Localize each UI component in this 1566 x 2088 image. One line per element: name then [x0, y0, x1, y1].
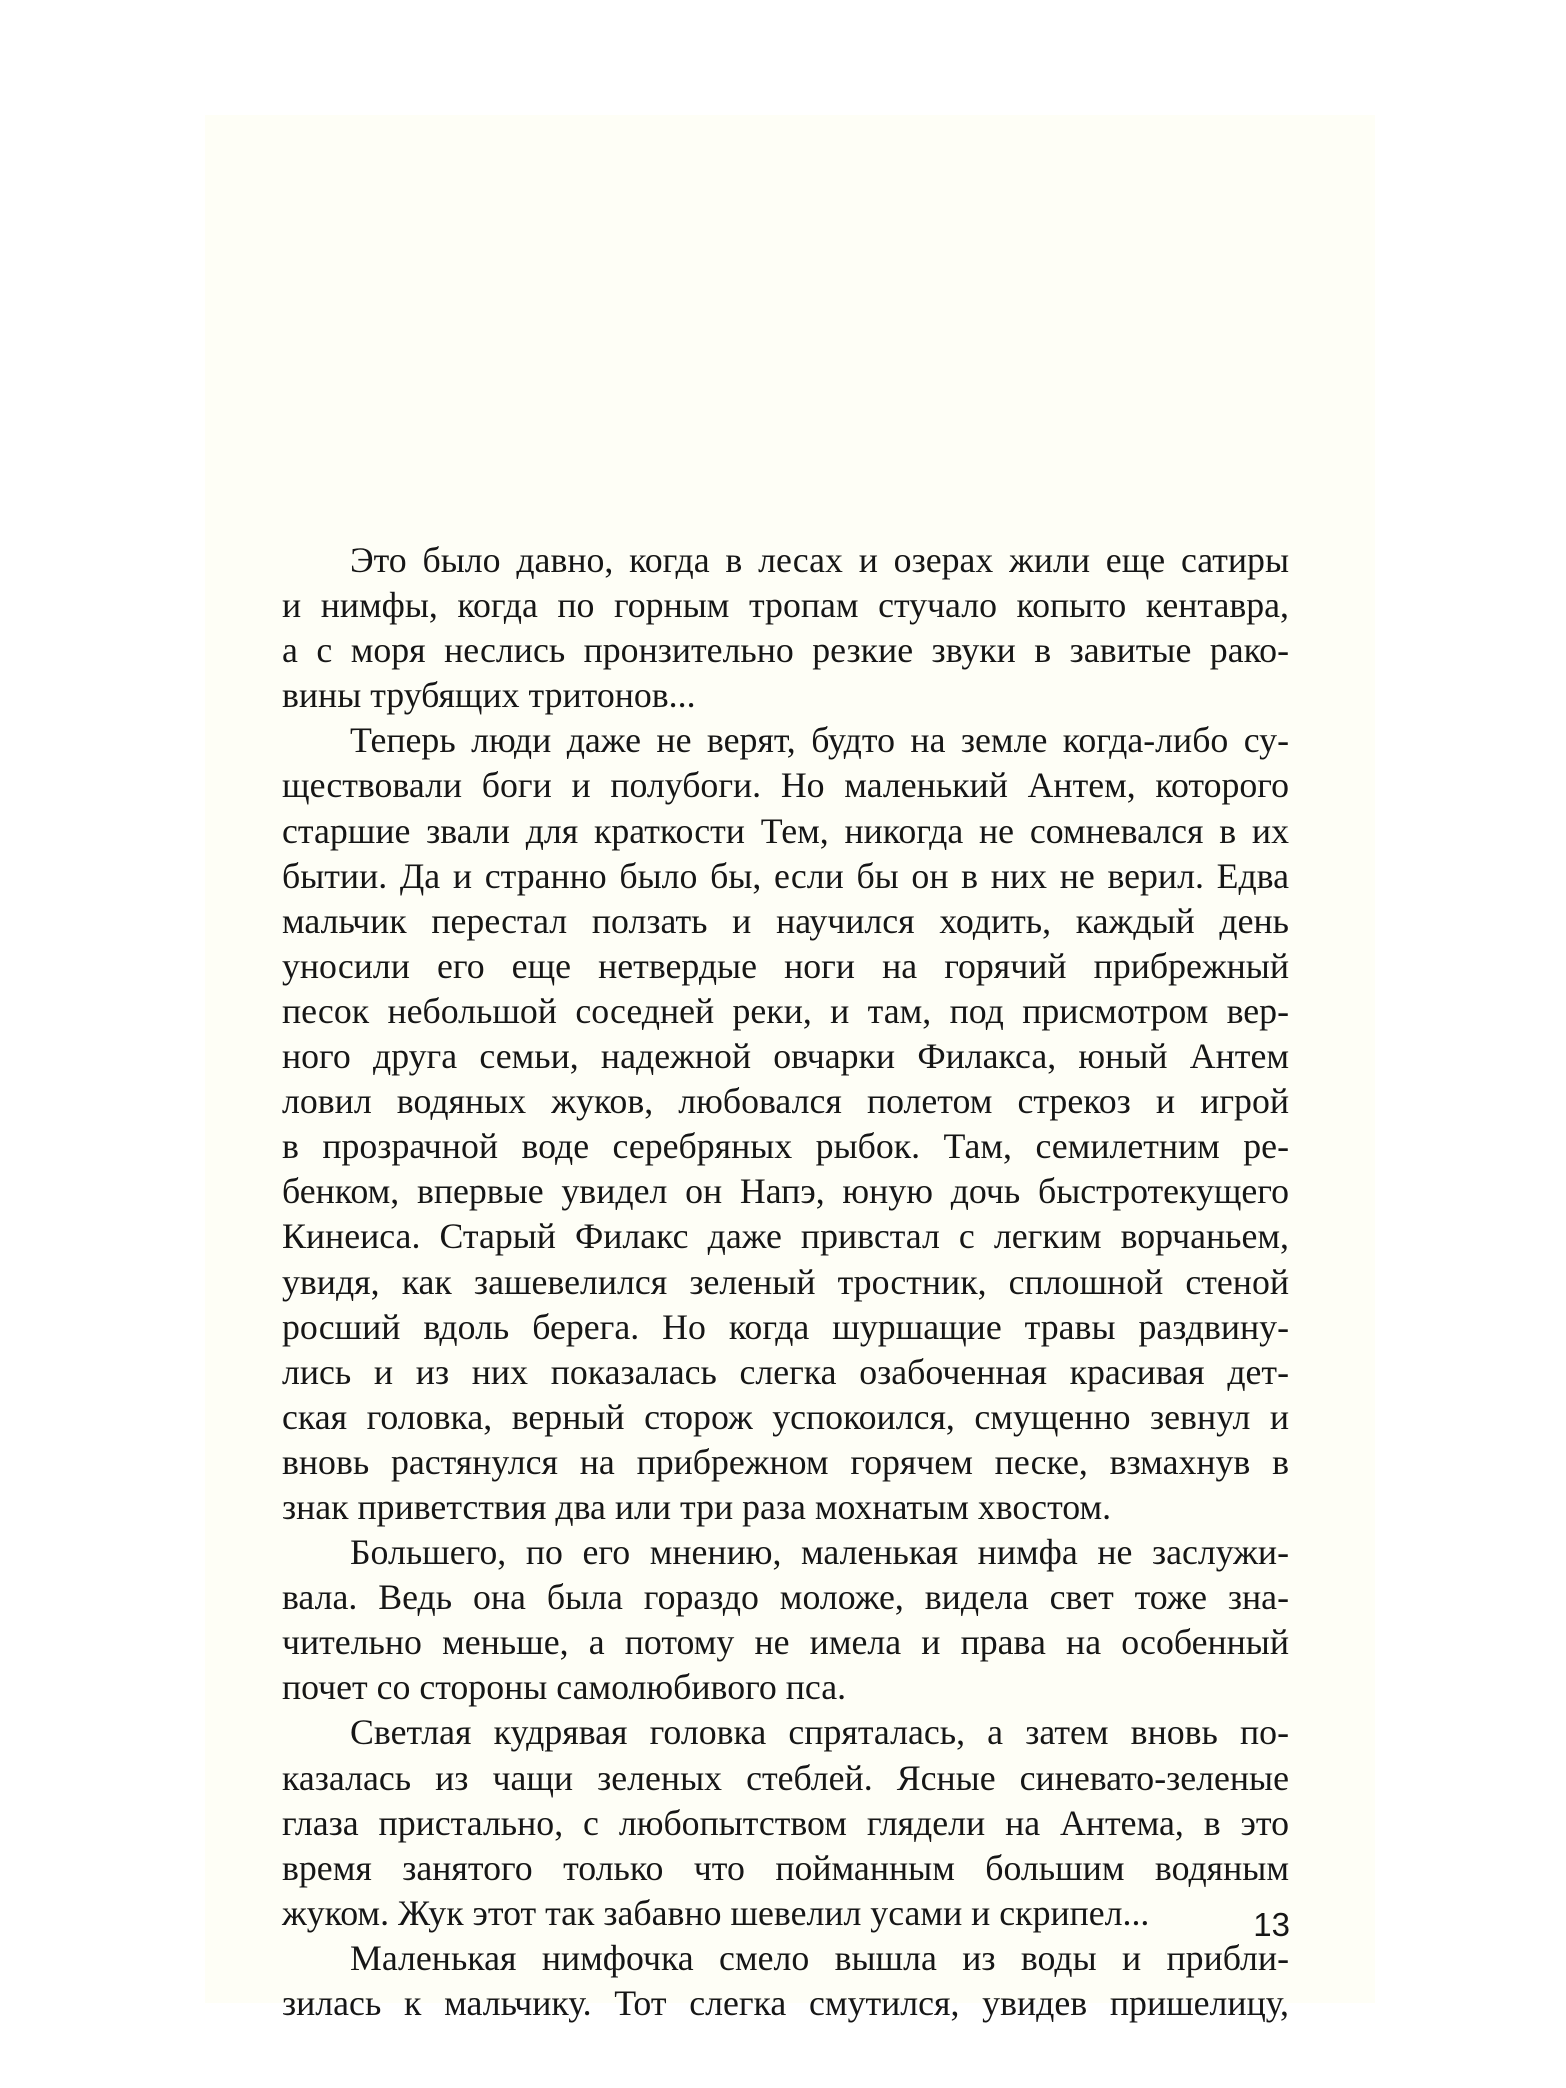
text-line: почет со стороны самолюбивого пса. — [282, 1667, 847, 1708]
text-line: старшие звали для краткости Тем, никогда не сомневался в их — [282, 810, 1289, 851]
text-line: бытии. Да и странно было бы, если бы он в них не верил. Едва — [282, 855, 1289, 896]
text-line: вины трубящих тритонов... — [282, 675, 696, 716]
text-line: глаза пристально, с любопытством глядели на Антема, в это — [282, 1802, 1289, 1843]
text-line: увидя, как зашевелился зеленый тростник, сплошной стеной — [282, 1261, 1289, 1302]
text-line: Кинеиса. Старый Филакс даже привстал с легким ворчаньем, — [282, 1216, 1289, 1257]
text-line: песок небольшой соседней реки, и там, под присмотром вер- — [282, 990, 1289, 1031]
page-number: 13 — [1253, 1906, 1290, 1943]
text-line: уносили его еще нетвердые ноги на горячий прибрежный — [282, 945, 1289, 986]
text-line: вала. Ведь она была гораздо моложе, видела свет тоже зна- — [282, 1577, 1289, 1618]
text-line: лись и из них показалась слегка озабоченная красивая дет- — [282, 1351, 1289, 1392]
text-line: Маленькая нимфочка смело вышла из воды и прибли- — [350, 1937, 1289, 1978]
text-line: вновь растянулся на прибрежном горячем песке, взмахнув в — [282, 1441, 1289, 1482]
text-line: чительно меньше, а потому не имела и права на особенный — [282, 1622, 1289, 1663]
text-line: ного друга семьи, надежной овчарки Филакса, юный Антем — [282, 1036, 1289, 1077]
text-line: и нимфы, когда по горным тропам стучало копыто кентавра, — [282, 585, 1289, 626]
text-line: ская головка, верный сторож успокоился, смущенно зевнул и — [282, 1396, 1289, 1437]
text-line: зилась к мальчику. Тот слегка смутился, увидев пришелицу, — [282, 1983, 1289, 2023]
text-line: Светлая кудрявая головка спряталась, а затем вновь по- — [350, 1712, 1289, 1753]
text-line: росший вдоль берега. Но когда шуршащие травы раздвину- — [282, 1306, 1289, 1347]
text-line: мальчик перестал ползать и научился ходить, каждый день — [282, 900, 1289, 941]
text-line: бенком, впервые увидел он Напэ, юную дочь быстротекущего — [282, 1171, 1289, 1212]
text-line: Большего, по его мнению, маленькая нимфа не заслужи- — [350, 1532, 1289, 1573]
text-line: ловил водяных жуков, любовался полетом стрекоз и игрой — [282, 1081, 1289, 1122]
body-text — [282, 538, 1289, 2026]
text-line: Теперь люди даже не верят, будто на земле когда-либо су- — [350, 720, 1289, 761]
text-line: в прозрачной воде серебряных рыбок. Там, семилетним ре- — [282, 1126, 1289, 1167]
text-line: а с моря неслись пронзительно резкие звуки в завитые рако- — [282, 630, 1289, 671]
text-line: жуком. Жук этот так забавно шевелил усами и скрипел... — [282, 1892, 1150, 1933]
text-line: казалась из чащи зеленых стеблей. Ясные синевато-зеленые — [282, 1757, 1289, 1798]
text-line: ществовали боги и полубоги. Но маленький Антем, которого — [282, 765, 1289, 806]
text-line: Это было давно, когда в лесах и озерах жили еще сатиры — [350, 540, 1289, 580]
text-line: знак приветствия два или три раза мохнатым хвостом. — [282, 1486, 1112, 1527]
text-line: время занятого только что пойманным большим водяным — [282, 1847, 1289, 1888]
